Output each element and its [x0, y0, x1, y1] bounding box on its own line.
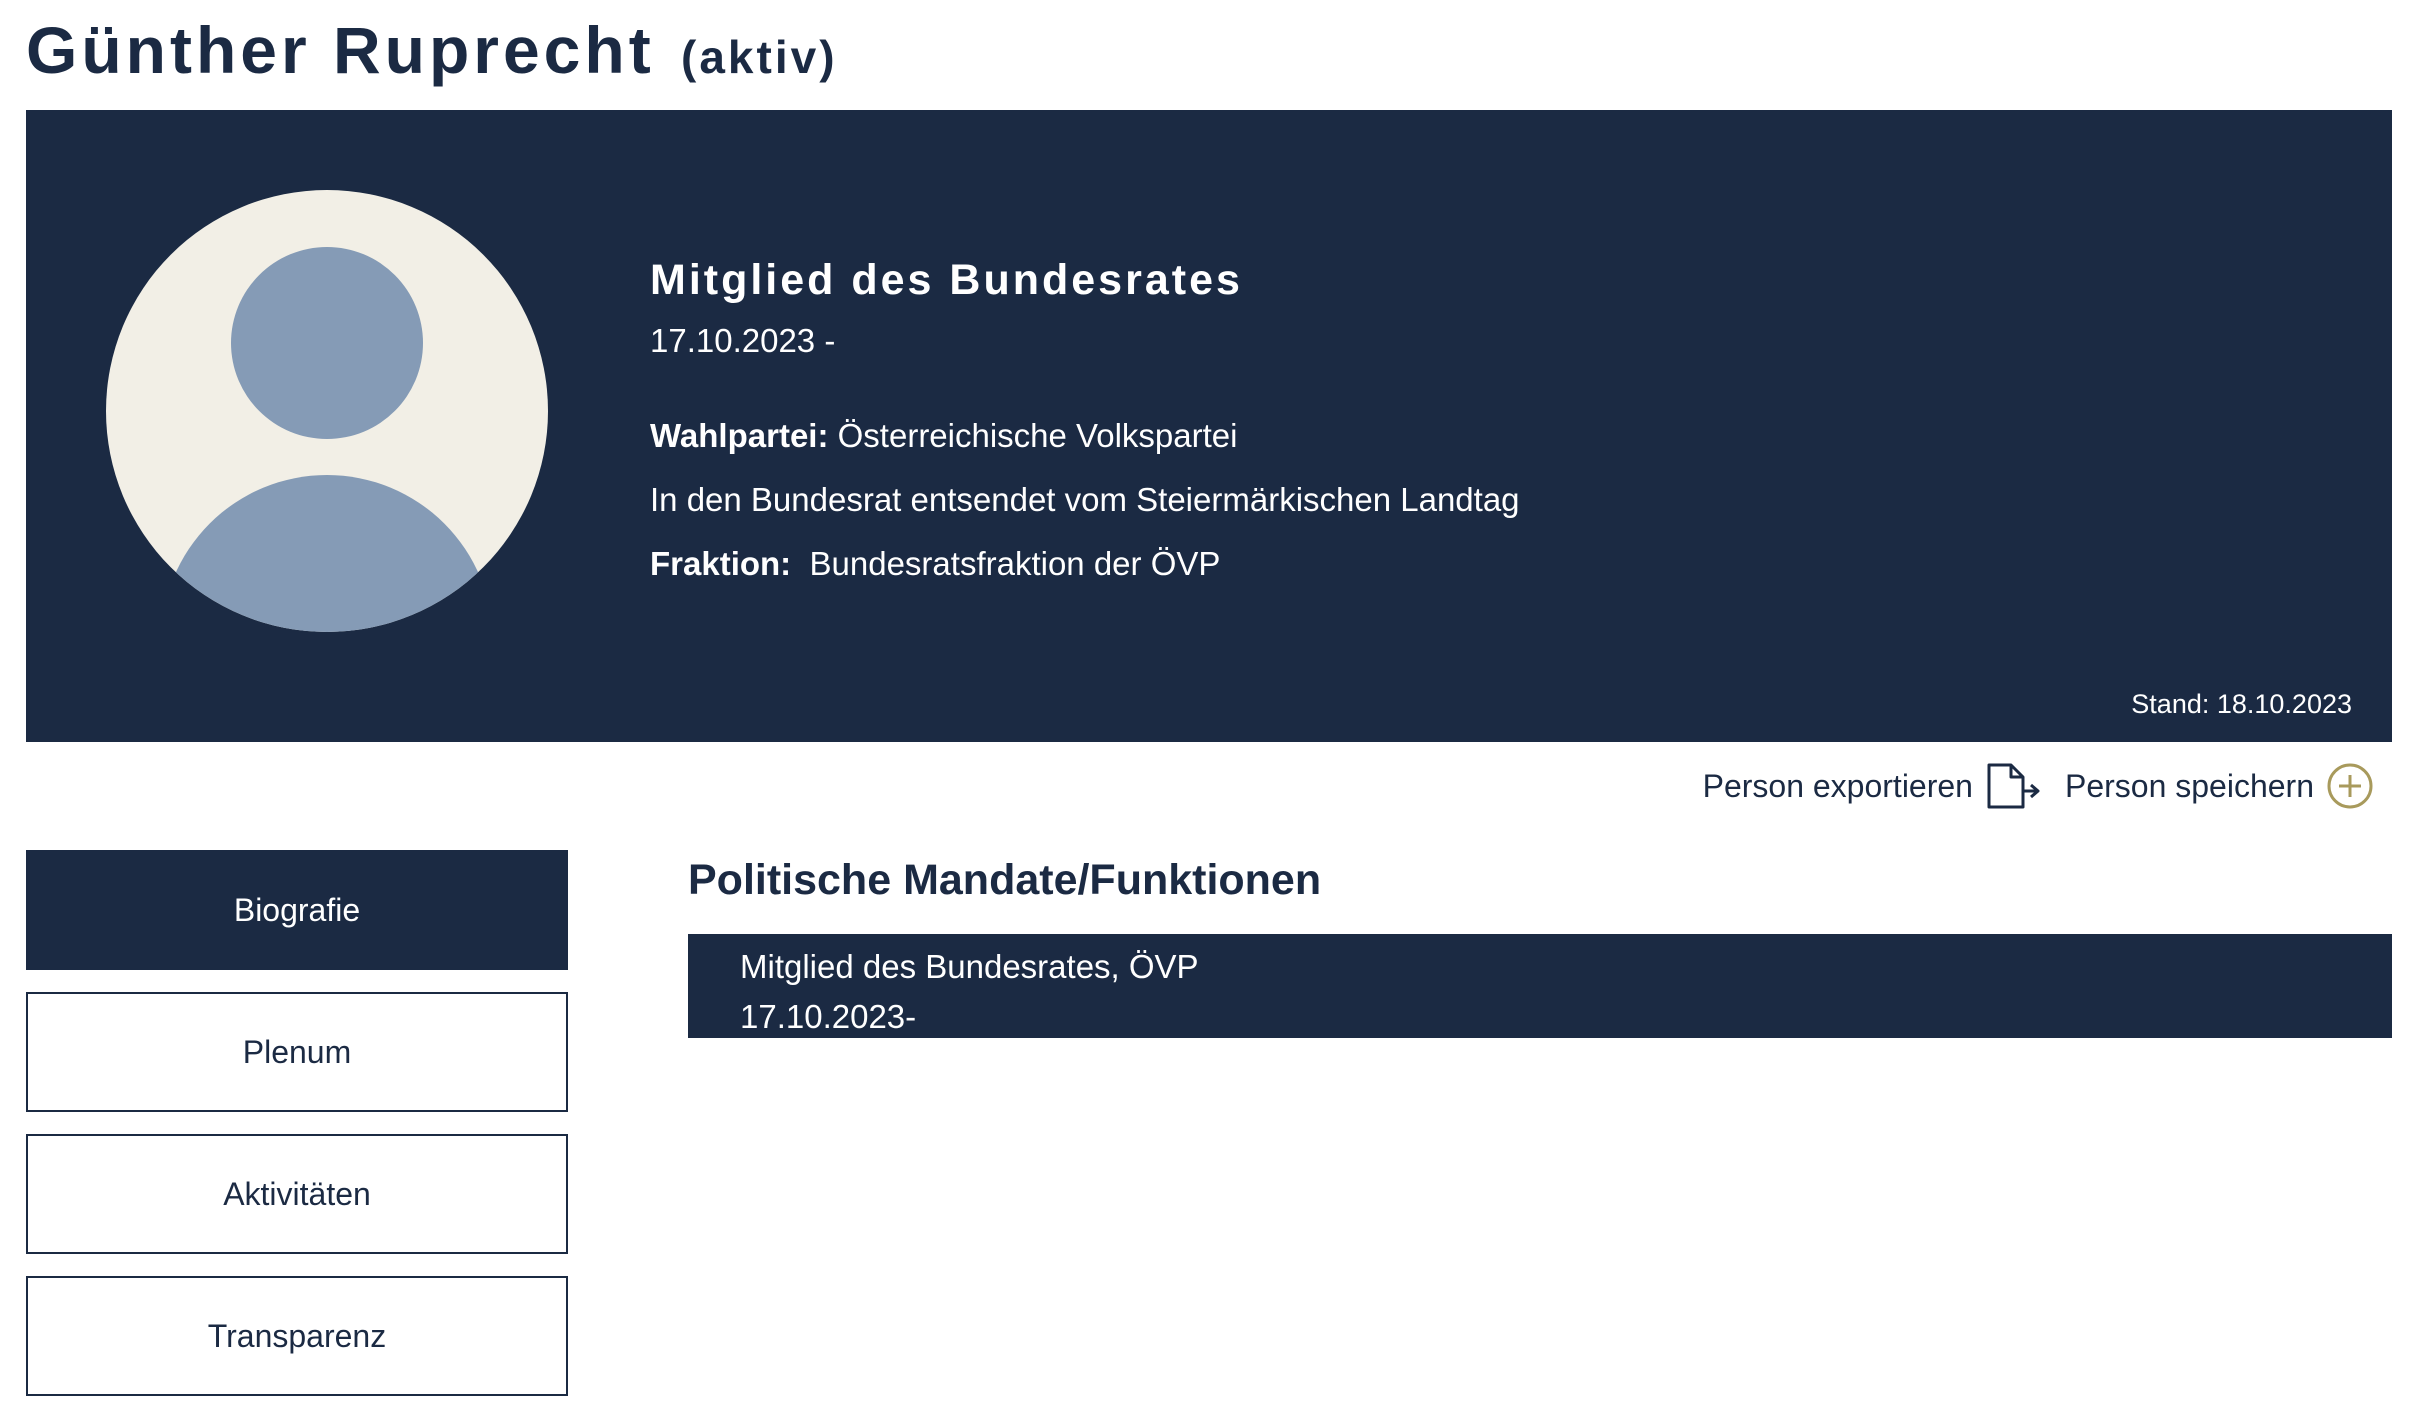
mandate-period: 17.10.2023- — [740, 998, 917, 1035]
fraktion-label: Fraktion: — [650, 545, 792, 582]
entsendet-line: In den Bundesrat entsendet vom Steiermärkischen Landtag — [650, 481, 1520, 518]
nav-aktivitaeten[interactable]: Aktivitäten — [26, 1134, 568, 1254]
avatar-head — [231, 247, 423, 439]
info-block — [650, 404, 1520, 596]
plus-circle-icon — [2326, 762, 2374, 810]
person-actions — [1703, 762, 2374, 810]
nav-biografie[interactable]: Biografie — [26, 850, 568, 970]
export-person-button[interactable] — [1703, 762, 2043, 810]
section-title: Politische Mandate/Funktionen — [688, 856, 1322, 904]
nav-plenum[interactable]: Plenum — [26, 992, 568, 1112]
save-person-button[interactable] — [2065, 762, 2374, 810]
mandate-item — [688, 934, 2392, 1038]
role-title: Mitglied des Bundesrates — [650, 256, 1243, 304]
fraktion-value: Bundesratsfraktion der ÖVP — [791, 545, 1221, 582]
export-person-label: Person exportieren — [1702, 767, 1973, 804]
avatar-body — [161, 475, 493, 632]
save-person-label: Person speichern — [2064, 767, 2314, 804]
nav-transparenz[interactable]: Transparenz — [26, 1276, 568, 1396]
export-document-icon — [1985, 762, 2043, 810]
fraktion-line — [650, 532, 1520, 596]
page-title — [26, 8, 838, 99]
wahlpartei-value: Österreichische Volkspartei — [828, 417, 1238, 454]
person-placeholder-icon — [106, 190, 548, 632]
role-date: 17.10.2023 - — [650, 322, 836, 359]
wahlpartei-line — [650, 404, 1520, 468]
person-status: (aktiv) — [681, 31, 838, 83]
main-content — [688, 850, 2392, 1038]
hero-info — [650, 250, 1520, 596]
wahlpartei-label: Wahlpartei: — [650, 417, 829, 454]
stand-date: Stand: 18.10.2023 — [2131, 689, 2352, 719]
person-name: Günther Ruprecht — [26, 13, 655, 87]
mandate-title: Mitglied des Bundesrates, ÖVP — [740, 948, 1199, 985]
side-navigation — [26, 850, 568, 1418]
person-hero-banner — [26, 110, 2392, 742]
